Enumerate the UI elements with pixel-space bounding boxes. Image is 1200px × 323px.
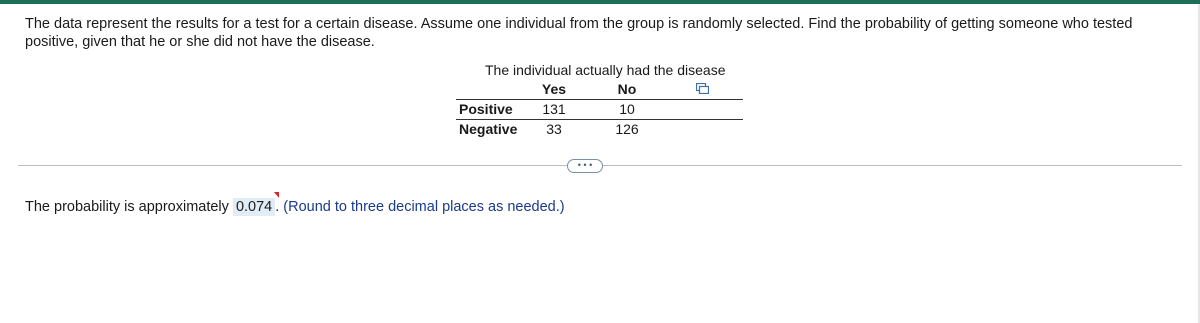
top-accent-bar bbox=[0, 0, 1200, 4]
column-header-yes: Yes bbox=[541, 81, 567, 97]
table-cell: 33 bbox=[546, 121, 562, 137]
data-table bbox=[456, 80, 743, 139]
table-row bbox=[456, 120, 743, 139]
answer-input[interactable] bbox=[233, 198, 275, 216]
answer-value: 0.074 bbox=[235, 199, 273, 215]
more-button[interactable]: • • • bbox=[567, 159, 603, 173]
row-label: Negative bbox=[459, 121, 518, 137]
answer-line bbox=[25, 198, 565, 216]
incorrect-flag-icon bbox=[274, 192, 279, 198]
table-row bbox=[456, 100, 743, 120]
table-cell: 10 bbox=[619, 101, 635, 117]
table-title: The individual actually had the disease bbox=[485, 62, 726, 78]
answer-prefix: The probability is approximately bbox=[25, 199, 229, 215]
answer-suffix: . bbox=[275, 199, 280, 215]
copy-icon[interactable] bbox=[696, 83, 709, 94]
table-cell: 126 bbox=[615, 121, 639, 137]
column-header-no: No bbox=[617, 81, 637, 97]
table-header-row bbox=[456, 80, 743, 100]
rounding-hint: (Round to three decimal places as needed.) bbox=[283, 199, 565, 215]
table-cell: 131 bbox=[542, 101, 566, 117]
row-label: Positive bbox=[459, 101, 513, 117]
question-text: The data represent the results for a test for a certain disease. Assume one individual from the group is randomly selected. Find the probability of getting someone who tested positive, given that he or she did not have the disease. bbox=[25, 16, 1133, 50]
